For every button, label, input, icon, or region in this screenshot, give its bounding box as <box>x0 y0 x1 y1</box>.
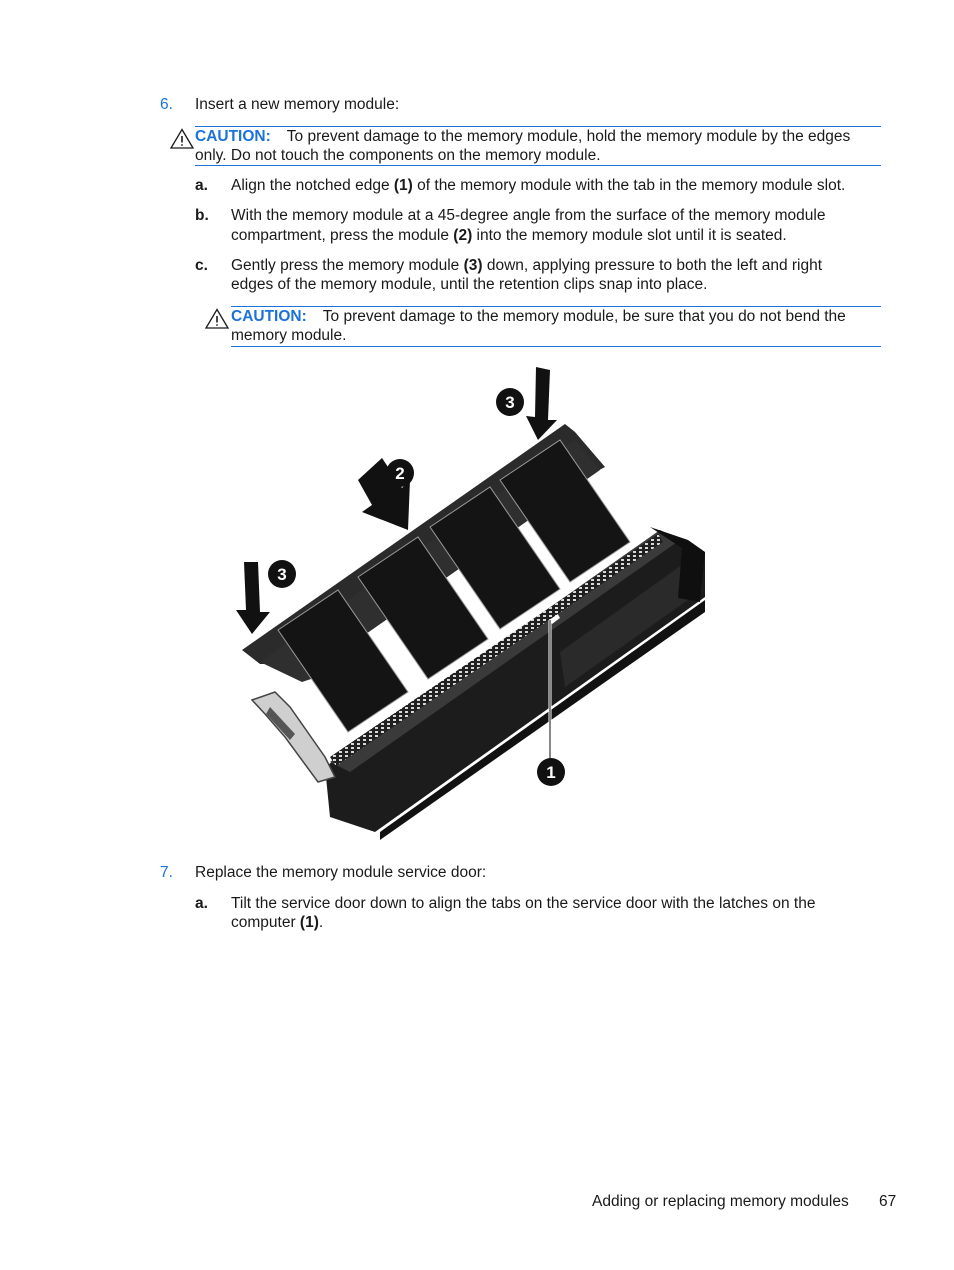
step-number: 6. <box>160 96 173 113</box>
caution-box-1 <box>195 126 881 166</box>
callout-3-left: 3 <box>277 565 287 584</box>
substep-c-post: down, applying pressure to both the left and right <box>482 257 823 274</box>
step-6 <box>160 95 173 115</box>
substep-7a-bold: (1) <box>299 914 319 931</box>
substep-b-line2 <box>231 226 787 246</box>
step-6-text: Insert a new memory module: <box>195 96 400 113</box>
substep-a-post: of the memory module with the tab in the memory module slot. <box>412 177 846 194</box>
substep-a-pre: Align the notched edge <box>231 177 394 194</box>
substep-b-pre: compartment, press the module <box>231 227 454 244</box>
substep-letter: b. <box>195 207 209 224</box>
caution-text-line2: only. Do not touch the components on the memory module. <box>195 147 601 164</box>
substep-letter: a. <box>195 177 208 194</box>
substep-b-bold: (2) <box>453 227 473 244</box>
warning-icon <box>170 128 194 149</box>
substep-7a-line1: Tilt the service door down to align the tabs on the service door with the latches on the <box>231 895 816 912</box>
caution-text-line1: To prevent damage to the memory module, hold the memory module by the edges <box>286 128 851 145</box>
step-7 <box>160 863 173 883</box>
substep-b-post: into the memory module slot until it is seated. <box>472 227 787 244</box>
footer-section-title: Adding or replacing memory modules <box>592 1193 849 1210</box>
memory-module-illustration <box>230 362 720 842</box>
substep-c-line1 <box>231 256 822 276</box>
page-number: 67 <box>879 1193 897 1210</box>
substep-c-bold: (3) <box>463 257 483 274</box>
caution-label: CAUTION: <box>195 128 271 145</box>
callout-3-top: 3 <box>505 393 515 412</box>
step-number: 7. <box>160 864 173 881</box>
substep-7a-line2 <box>231 913 323 933</box>
substep-a-text <box>231 176 845 196</box>
caution-box-2 <box>231 306 881 347</box>
substep-c-line2: edges of the memory module, until the retention clips snap into place. <box>231 276 708 293</box>
caution-text-line1: To prevent damage to the memory module, be sure that you do not bend the <box>322 308 846 325</box>
substep-7a-pre: computer <box>231 914 300 931</box>
substep-letter: a. <box>195 895 208 912</box>
callout-1: 1 <box>546 763 556 782</box>
substep-b-line1: With the memory module at a 45-degree angle from the surface of the memory module <box>231 207 826 224</box>
substep-c-pre: Gently press the memory module <box>231 257 464 274</box>
substep-letter: c. <box>195 257 208 274</box>
callout-2: 2 <box>395 464 405 483</box>
caution-text-line2: memory module. <box>231 327 347 344</box>
substep-7a-post: . <box>318 914 324 931</box>
caution-label: CAUTION: <box>231 308 307 325</box>
step-7-text: Replace the memory module service door: <box>195 864 487 881</box>
substep-a-bold: (1) <box>393 177 413 194</box>
warning-icon <box>205 308 229 329</box>
